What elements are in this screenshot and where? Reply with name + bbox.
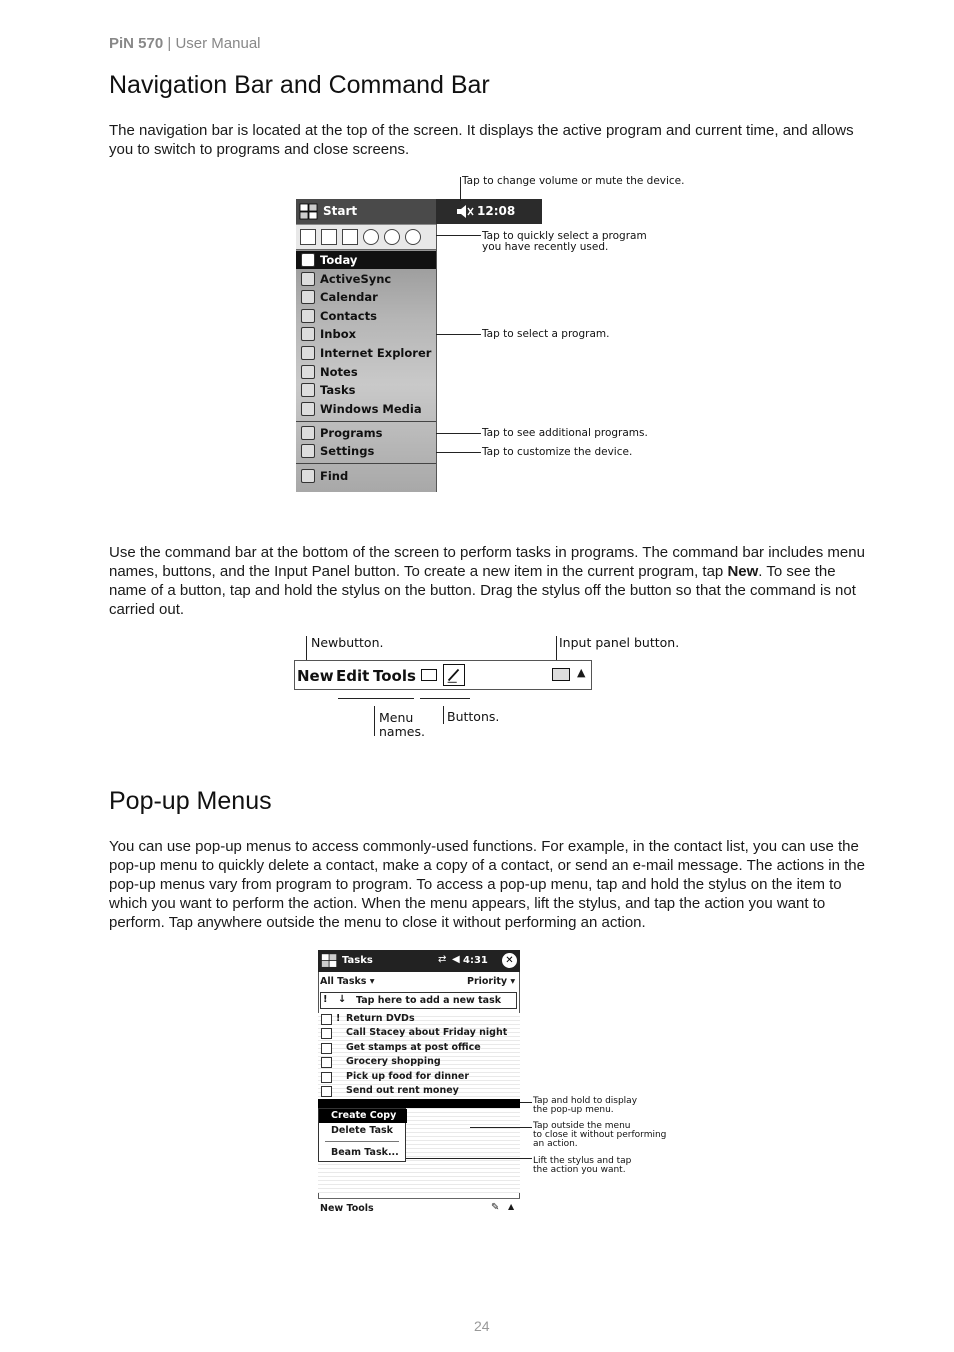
popup-divider xyxy=(325,1141,399,1142)
contacts-icon xyxy=(301,309,315,323)
callout-line xyxy=(406,1158,532,1159)
callout-line xyxy=(436,433,481,434)
activesync-icon xyxy=(301,272,315,286)
close-icon[interactable]: ✕ xyxy=(502,953,517,968)
callout-line xyxy=(470,1127,532,1128)
checkbox[interactable] xyxy=(321,1014,332,1025)
start-menu-figure xyxy=(296,175,685,495)
windows-flag-icon xyxy=(321,953,338,969)
keyboard-icon[interactable] xyxy=(552,668,570,681)
menu-item-settings[interactable]: Settings xyxy=(296,442,436,460)
paragraph-command-bar: Use the command bar at the bottom of the screen to perform tasks in programs. The command bar includes menu names, buttons, and the Input Panel button. To create a new item in the current program, tap New. To see the name of a button, tap and hold the stylus on the button. Drag the stylus off the button so that the command is not carried out. xyxy=(109,544,865,618)
selected-task-row[interactable] xyxy=(318,1099,520,1108)
low-priority-icon[interactable]: ↓ xyxy=(338,994,347,1005)
popup-menu-figure xyxy=(318,950,668,1225)
product-name: PiN 570 xyxy=(109,35,164,52)
popup-delete-task[interactable]: Delete Task xyxy=(331,1125,393,1136)
menu-item-internet-explorer[interactable]: Internet Explorer xyxy=(296,344,436,362)
callout-menu-names-1: Menu xyxy=(379,710,414,725)
new-task-placeholder[interactable]: Tap here to add a new task xyxy=(356,995,502,1006)
checkbox[interactable] xyxy=(321,1028,332,1039)
windows-media-icon xyxy=(301,402,315,416)
input-panel-arrow-icon[interactable]: ▲ xyxy=(508,1202,515,1211)
calendar-icon[interactable] xyxy=(342,229,358,245)
task-row[interactable]: ! Return DVDs xyxy=(318,1012,520,1026)
internet-explorer-icon[interactable] xyxy=(405,229,421,245)
doc-name: User Manual xyxy=(175,35,261,52)
callout-line xyxy=(374,706,375,736)
start-label: Start xyxy=(323,204,358,218)
section-title-popup: Pop-up Menus xyxy=(109,787,272,815)
calendar-icon xyxy=(301,290,315,304)
tasks-icon xyxy=(301,383,315,397)
priority-icon[interactable]: ! xyxy=(323,994,328,1005)
callout-lift-2: the action you want. xyxy=(533,1165,626,1175)
section-title-navigation: Navigation Bar and Command Bar xyxy=(109,71,490,99)
menu-new[interactable]: New xyxy=(297,667,334,685)
volume-icon[interactable] xyxy=(456,204,474,219)
volume-icon[interactable]: ◀ xyxy=(452,954,460,965)
pen-icon[interactable]: ✎ xyxy=(491,1202,500,1213)
today-icon xyxy=(301,253,315,267)
menu-item-calendar[interactable]: Calendar xyxy=(296,288,436,306)
connectivity-icon[interactable]: ⇄ xyxy=(438,954,447,965)
callout-buttons: Buttons. xyxy=(447,709,500,724)
checkbox[interactable] xyxy=(321,1057,332,1068)
callout-additional: Tap to see additional programs. xyxy=(482,427,648,439)
callout-input-panel: Input panel button. xyxy=(559,635,680,650)
notes-icon xyxy=(301,365,315,379)
app-title: Tasks xyxy=(342,955,373,966)
callout-line xyxy=(443,706,444,724)
callout-menu-names-2: names. xyxy=(379,724,425,739)
callout-line xyxy=(338,698,414,699)
callout-line xyxy=(436,452,481,453)
running-header xyxy=(109,35,261,52)
task-row[interactable]: Pick up food for dinner xyxy=(318,1070,520,1084)
clock[interactable]: 4:31 xyxy=(463,955,488,966)
menu-item-contacts[interactable]: Contacts xyxy=(296,307,436,325)
menu-item-inbox[interactable]: Inbox xyxy=(296,325,436,343)
contacts-icon[interactable] xyxy=(321,229,337,245)
windows-flag-icon xyxy=(299,203,319,221)
task-row[interactable]: Get stamps at post office xyxy=(318,1041,520,1055)
callout-lift-1: Lift the stylus and tap xyxy=(533,1156,632,1166)
menu-item-windows-media[interactable]: Windows Media xyxy=(296,400,436,418)
today-icon[interactable] xyxy=(300,229,316,245)
find-icon xyxy=(301,469,315,483)
callout-line xyxy=(436,235,481,236)
menu-item-activesync[interactable]: ActiveSync xyxy=(296,270,436,288)
menu-item-programs[interactable]: Programs xyxy=(296,424,436,442)
callout-outside-2: to close it without performing xyxy=(533,1130,667,1140)
callout-outside-3: an action. xyxy=(533,1139,578,1149)
menu-divider xyxy=(296,421,436,422)
toolbar-button-icon[interactable] xyxy=(421,669,437,681)
menu-item-find[interactable]: Find xyxy=(296,467,436,485)
new-keyword: New xyxy=(727,563,759,580)
menu-item-tasks[interactable]: Tasks xyxy=(296,381,436,399)
callout-recent-1: Tap to quickly select a program xyxy=(482,230,647,242)
command-bar-menus[interactable]: New Tools xyxy=(320,1203,374,1214)
recent-programs-bar xyxy=(296,225,436,250)
popup-create-copy[interactable]: Create Copy xyxy=(319,1109,407,1123)
callout-select: Tap to select a program. xyxy=(482,328,610,340)
menu-edit[interactable]: Edit xyxy=(336,667,370,685)
callout-line xyxy=(520,1102,532,1103)
callout-line xyxy=(420,698,470,699)
media-icon[interactable] xyxy=(363,229,379,245)
checkbox[interactable] xyxy=(321,1043,332,1054)
menu-tools[interactable]: Tools xyxy=(373,667,416,685)
callout-recent-2: you have recently used. xyxy=(482,241,609,253)
command-bar-figure xyxy=(294,632,694,744)
page-number: 24 xyxy=(474,1318,490,1334)
paragraph-navigation: The navigation bar is located at the top of the screen. It displays the active program and current time, and allows you to switch to programs and close screens. xyxy=(109,122,854,158)
pen-icon[interactable] xyxy=(443,664,465,686)
settings-icon xyxy=(301,444,315,458)
paragraph-popup: You can use pop-up menus to access commonly-used functions. For example, in the contact list, you can use the pop-up menu to quickly delete a contact, make a copy of a contact, or send an e-mail message. The actions in the pop-up menus vary from program to program. To access a pop-up menu, tap and hold the stylus on the item to which you want to perform the action. When the menu appears, lift the stylus, and tap the action you want to perform. Tap anywhere outside the menu to close it without performing an action. xyxy=(109,838,865,931)
callout-hold-1: Tap and hold to display xyxy=(533,1096,638,1106)
filter-dropdown[interactable]: All Tasks ▾ xyxy=(320,976,375,987)
popup-beam-task[interactable]: Beam Task... xyxy=(331,1147,399,1158)
callout-hold-2: the pop-up menu. xyxy=(533,1105,614,1115)
header-separator: | xyxy=(167,35,172,52)
callout-customize: Tap to customize the device. xyxy=(482,446,633,458)
popup-menu xyxy=(318,1108,406,1162)
internet-explorer-icon xyxy=(301,346,315,360)
menu-item-notes[interactable]: Notes xyxy=(296,363,436,381)
task-row[interactable]: Call Stacey about Friday night xyxy=(318,1026,520,1040)
callout-line xyxy=(436,334,481,335)
sort-dropdown[interactable]: Priority ▾ xyxy=(467,976,516,987)
callout-new-button: Newbutton. xyxy=(311,635,384,650)
checkbox[interactable] xyxy=(321,1072,332,1083)
clock[interactable]: 12:08 xyxy=(477,204,516,218)
callout-outside-1: Tap outside the menu xyxy=(533,1121,631,1131)
menu-divider xyxy=(296,463,436,464)
checkbox[interactable] xyxy=(321,1086,332,1097)
callout-line xyxy=(460,177,461,201)
programs-icon xyxy=(301,426,315,440)
task-row[interactable]: Send out rent money xyxy=(318,1084,520,1098)
activesync-icon[interactable] xyxy=(384,229,400,245)
inbox-icon xyxy=(301,327,315,341)
callout-volume: Tap to change volume or mute the device. xyxy=(462,175,685,187)
task-row[interactable]: Grocery shopping xyxy=(318,1055,520,1069)
menu-item-today[interactable]: Today xyxy=(296,251,436,269)
input-panel-arrow-icon[interactable]: ▲ xyxy=(577,666,586,679)
